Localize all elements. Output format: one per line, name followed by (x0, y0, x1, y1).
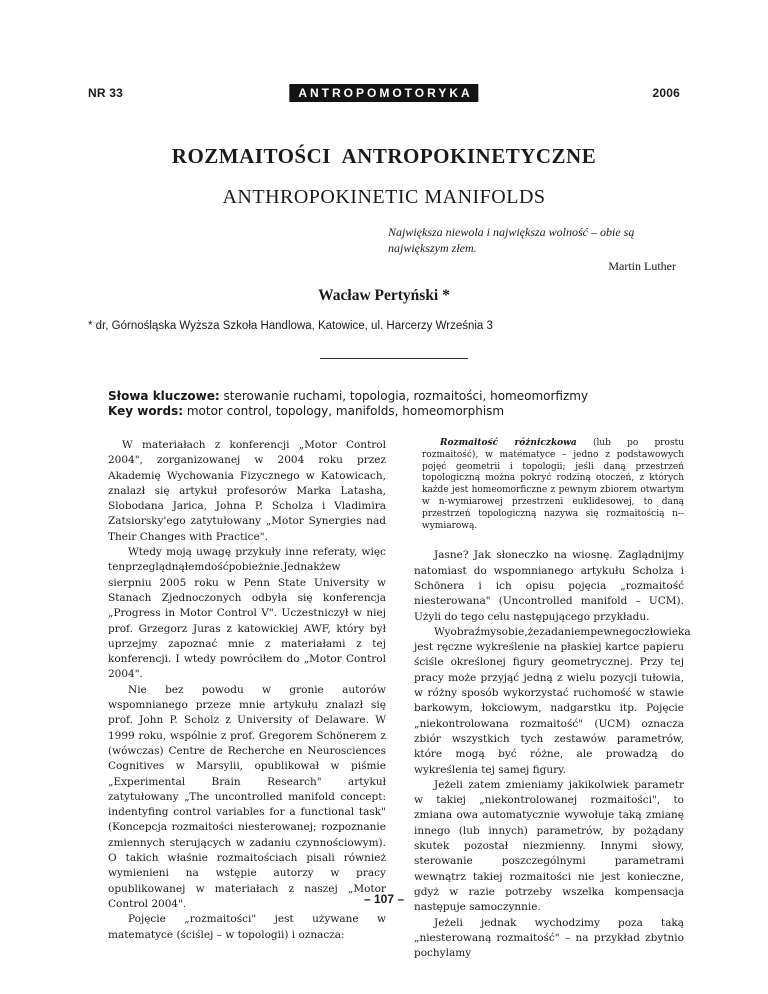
keywords-pl (108, 389, 708, 404)
epigraph-quote: Największa niewola i największa wolność – obie są największym złem. (388, 225, 635, 255)
left-column (108, 438, 386, 943)
article-title: ROZMAITOŚCI ANTROPOKINETYCZNE (171, 144, 597, 168)
keywords-en-label: Key words: (108, 404, 184, 418)
keywords-pl-text: sterowanie ruchami, topologia, rozmaitości, homeomorfizmy (219, 389, 589, 403)
page-number: – 107 – (363, 892, 405, 906)
author-affiliation: * dr, Górnośląska Wyższa Szkoła Handlowa, Katowice, ul. Harcerzy Września 3 (88, 320, 493, 332)
definition-term: Rozmaitość różniczkowa (440, 438, 577, 448)
right-column (414, 438, 691, 961)
separator-rule (320, 358, 468, 359)
paragraph: Nie bez powodu w gronie autorów wspomnianego przeze mnie artykułu znalazł się prof. John P. Scholz z University of Delaware. W 1999 roku, wspólnie z prof. Gregorem Schönerem z (wówczas) Centre de Recherche en Neurosciences Cognitives w Marsylii, opublikował w piśmie „Experimental Brain Research" artykuł zatytułowany „The uncontrolled manifold concept: indentyfing control variables for a functional task" (Koncepcja rozmaitości niesterowanej; rozpoznanie zmiennych sterujących w zadaniu czynnościowym). O takich właśnie rozmaitościach pisali również wymienieni na wstępie autorzy w pracy opublikowanej w materiałach z naszej „Motor Control 2004". (108, 683, 386, 910)
issue-number: NR 33 (88, 86, 124, 100)
definition-block (422, 438, 684, 532)
paragraph: Jeżeli zatem zmieniamy jakikolwiek parametr w takiej „niekontrolowanej rozmaitości", to zmiana owa automatycznie wywołuje taką zmianę innego (lub innych) parametrów, by pożądany skutek pozostał niezmienny. Innymi słowy, sterowanie poszczególnymi parametrami wewnątrz takiej rozmaitości nie jest konieczne, gdyż w razie potrzeby wszelka kompensacja następuje samoczynnie. (414, 778, 684, 914)
journal-name-badge: ANTROPOMOTORYKA (289, 84, 478, 102)
paragraph: Jeżeli jednak wychodzimy poza taką „niesterowaną rozmaitość" – na przykład zbytnio pochylamy (414, 916, 684, 960)
paragraph: Wtedy moją uwagę przykuły inne referaty, więc tenprzeglądnąłemdośćpobieżnie.Jednakżew sierpniu 2005 roku w Penn State University w Stanach Zjednoczonych odbyła się konferencja „Progress in Motor Control V". Uczestniczył w niej prof. Grzegorz Juras z katowickiej AWF, który był uprzejmy zapoznać mnie z materiałami z tej konferencji. I wtedy powróciłem do „Motor Control 2004". (108, 546, 386, 681)
keywords-pl-label: Słowa kluczowe: (108, 389, 220, 403)
author-name: Wacław Pertyński * (318, 287, 450, 304)
definition-text: (lub po prostu rozmaitość), w matematyce – jedno z podstawowych pojęć geometrii i topologii; jeśli daną przestrzeń topologiczną można pokryć rodziną otoczeń, z których każde jest homeomorficzne z pewnym zbiorem otwartym w n-wymiarowej przestrzeni euklidesowej, to daną przestrzeń topologiczną nazywa się rozmaitością n--wymiarową. (422, 438, 684, 531)
epigraph-author: Martin Luther (608, 259, 676, 273)
paragraph: W materiałach z konferencji „Motor Control 2004", zorganizowanej w 2004 roku przez Akademię Wychowania Fizycznego w Katowicach, znalazł się artykuł profesorów Marka Latasha, Slobodana Jarica, Johna P. Scholza i Vladimira Zatsiorsky'ego zatytułowany „Motor Synergies nad Their Changes with Practice". (108, 439, 386, 543)
keywords-block (108, 389, 708, 419)
keywords-en-text: motor control, topology, manifolds, homeomorphism (183, 404, 505, 418)
article-subtitle: ANTHROPOKINETIC MANIFOLDS (222, 186, 546, 208)
paragraph: Pojęcie „rozmaitości" jest używane w matematyce (ściślej – w topologii) i oznacza: (108, 913, 386, 941)
keywords-en (108, 404, 708, 419)
publication-year: 2006 (652, 86, 680, 100)
paragraph: Jasne? Jak słoneczko na wiosnę. Zaglądnijmy natomiast do wspomnianego artykułu Scholza i Schönera i ich opisu pojęcia „rozmaitość niesterowana" (Uncontrolled manifold – UCM). Użyli do tego celu następującego przykładu. (414, 549, 684, 623)
paragraph: Wyobraźmysobie,żezadaniempewnegoczłowieka jest ręczne wykreślenie na płaskiej kartce papieru ściśle określonej figury geometrycznej. Przy tej pracy może przyjąć jedną z wielu pozycji tułowia, w różny sposób wykorzystać ruchomość w stawie barkowym, łokciowym, nadgarstku itp. Pojęcie „niekontrolowana rozmaitość" (UCM) oznacza zbiór wszystkich tych zestawów parametrów, które mogą być różne, ale prowadzą do wykreślenia tej samej figury. (414, 625, 691, 776)
